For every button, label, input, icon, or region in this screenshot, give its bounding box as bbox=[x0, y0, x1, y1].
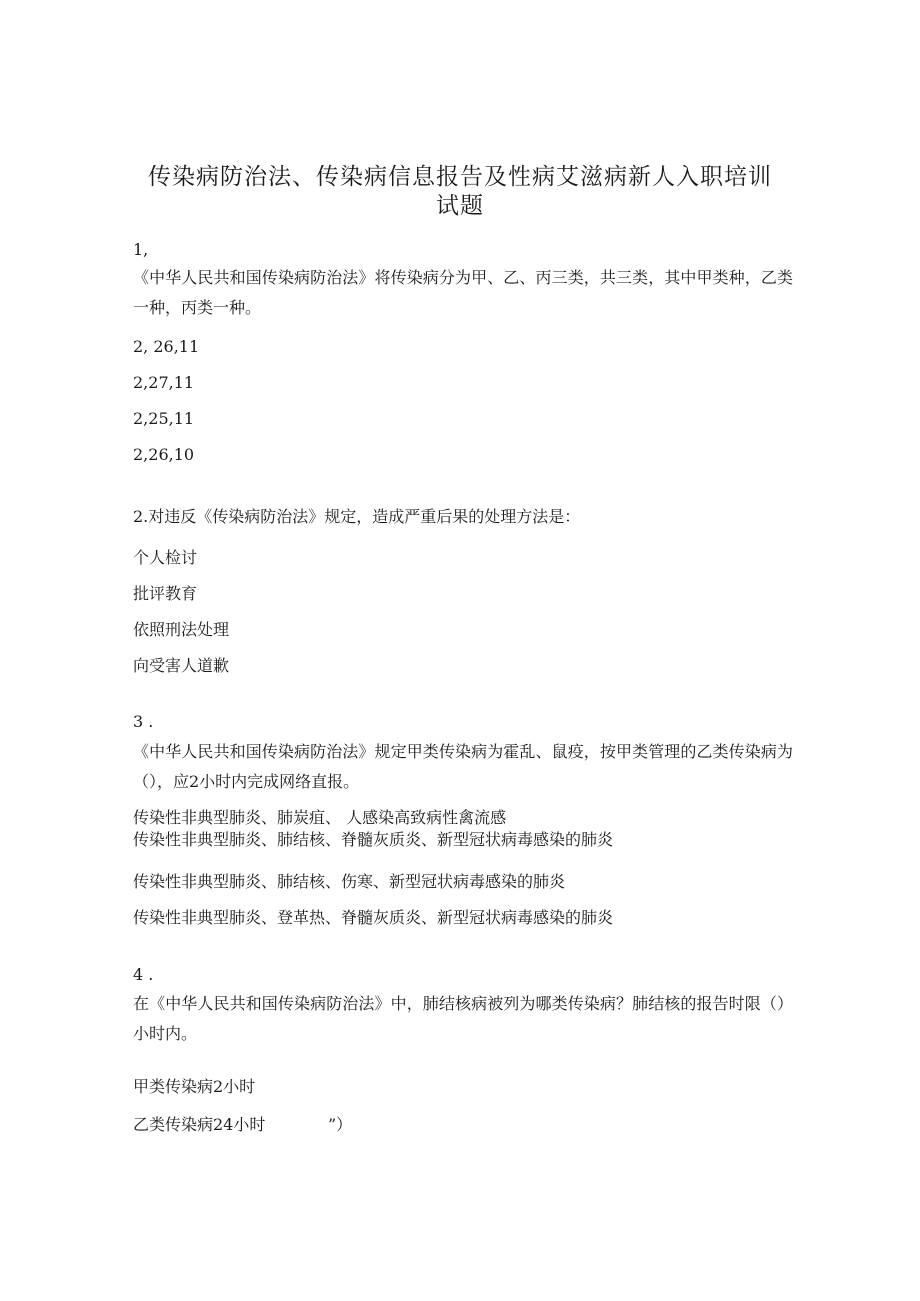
question-3-option-b: 传染性非典型肺炎、肺结核、脊髓灰质炎、新型冠状病毒感染的肺炎 bbox=[133, 830, 614, 849]
question-4-number: 4 . bbox=[133, 965, 154, 984]
question-4-option-a: 甲类传染病2小时 bbox=[133, 1077, 256, 1096]
question-2-stem: 2.对违反《传染病防治法》规定，造成严重后果的处理方法是： bbox=[133, 507, 581, 526]
question-1-number: 1, bbox=[133, 240, 149, 259]
question-1-option-c: 2,25,11 bbox=[133, 409, 195, 428]
question-2-option-b: 批评教育 bbox=[133, 584, 198, 603]
document-title-line-2: 试题 bbox=[436, 193, 484, 219]
question-4-stem: 在《中华人民共和国传染病防治法》中，肺结核病被列为哪类传染病？肺结核的报告时限（）小时内。 bbox=[133, 994, 793, 1043]
question-2-option-c: 依照刑法处理 bbox=[133, 620, 230, 639]
question-1-stem: 《中华人民共和国传染病防治法》将传染病分为甲、乙、丙三类，共三类，其中甲类种，乙类一种，丙类一种。 bbox=[133, 268, 793, 317]
question-1-option-a: 2, 26,11 bbox=[133, 337, 200, 356]
document-title-line-1: 传染病防治法、传染病信息报告及性病艾滋病新人入职培训 bbox=[148, 164, 772, 190]
question-2-option-a: 个人检讨 bbox=[133, 548, 198, 567]
question-3-option-c: 传染性非典型肺炎、肺结核、伤寒、新型冠状病毒感染的肺炎 bbox=[133, 872, 566, 891]
question-3-option-a: 传染性非典型肺炎、肺炭疽、 人感染高致病性禽流感 bbox=[133, 808, 507, 827]
question-3-number: 3 . bbox=[133, 712, 154, 731]
question-4-option-b: 乙类传染病24小时 bbox=[133, 1115, 266, 1134]
question-1-option-b: 2,27,11 bbox=[133, 373, 195, 392]
question-2-option-d: 向受害人道歉 bbox=[133, 656, 230, 675]
question-3-stem: 《中华人民共和国传染病防治法》规定甲类传染病为霍乱、鼠疫，按甲类管理的乙类传染病为（），应2小时内完成网络直报。 bbox=[133, 742, 793, 791]
question-4-trailing-mark: ”） bbox=[328, 1115, 353, 1134]
question-3-option-d: 传染性非典型肺炎、登革热、脊髓灰质炎、新型冠状病毒感染的肺炎 bbox=[133, 908, 614, 927]
question-1-option-d: 2,26,10 bbox=[133, 445, 195, 464]
